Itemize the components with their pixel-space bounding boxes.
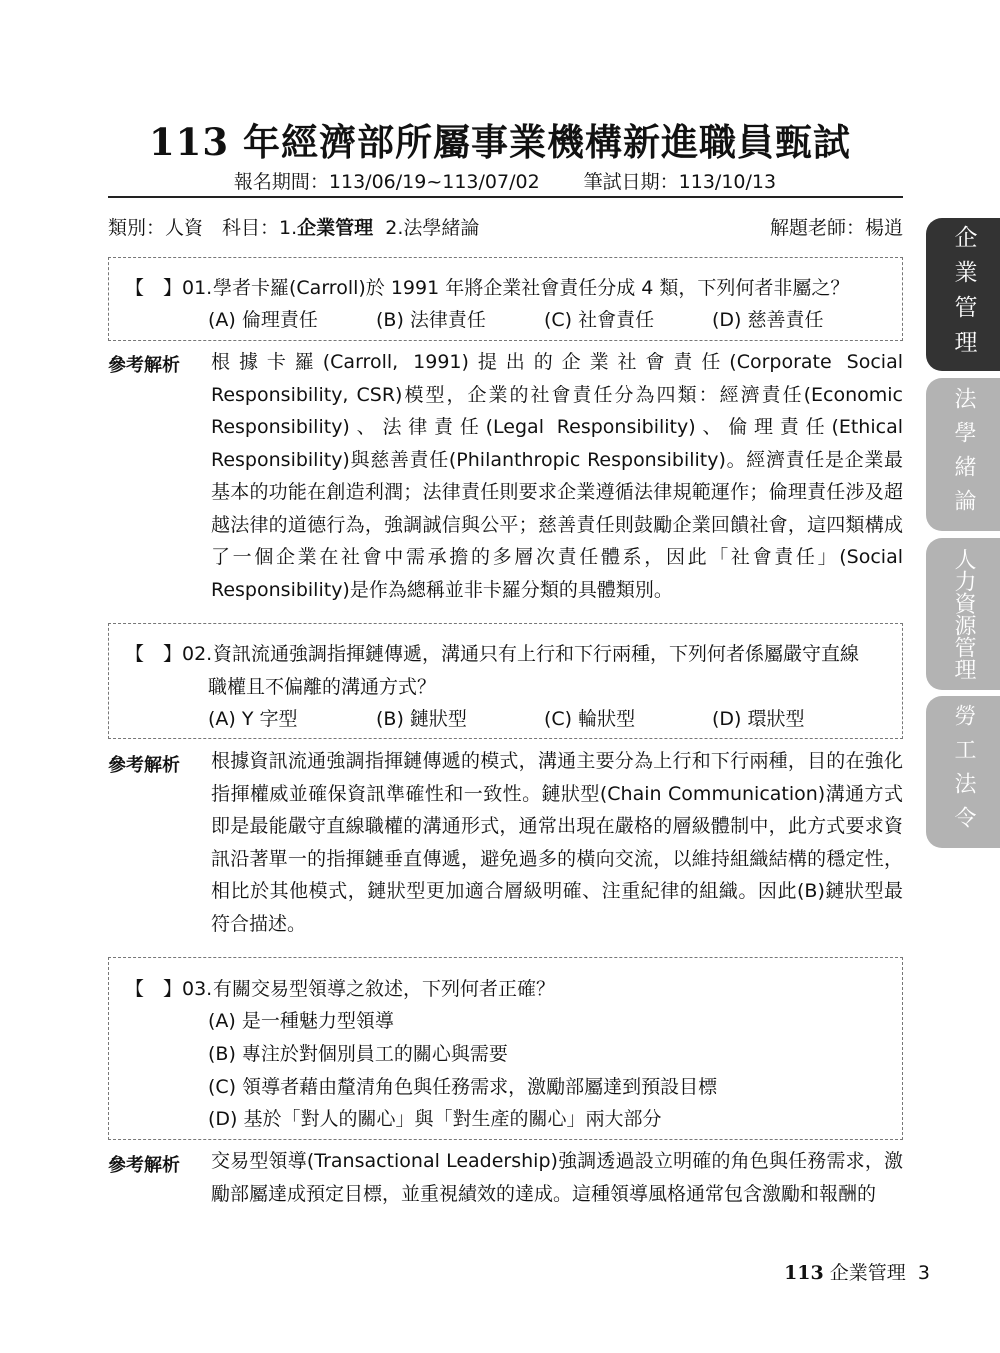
option-c: (C) 社會責任 [544,309,655,331]
tab-law-intro[interactable] [926,378,1000,531]
teacher: 解題老師：楊逍 [769,217,903,239]
tab-label: 人力資源管理 [951,548,976,680]
answer-label-3: 參考解析 [108,1155,180,1176]
question-number: 【 】03. [125,978,213,1000]
answer-text-1: 根據卡羅(Carroll, 1991)提出的企業社會責任(Corporate Social Responsibility, CSR)模型，企業的社會責任分為四類：經濟責任(Economic Responsibility)、法律責任(Legal Responsibility)、倫理責任(Ethical Responsibility)與慈善責任(Philanthropic Responsibility)。經濟責任是企業最基本的功能在創造利潤；法律責任則要求企業遵循法律規範運作；倫理責任涉及超越法律的道德行為，強調誠信與公平；慈善責任則鼓勵企業回饋社會，這四類構成了一個企業在社會中需承擔的多層次責任體系，因此「社會責任」(Social Responsibility)是作為總稱並非卡羅分類的具體類別。 [211,351,903,601]
option-d: (D) 慈善責任 [712,309,824,331]
page-footer [784,1258,930,1285]
question-text-cont: 職權且不偏離的溝通方式？ [208,676,437,698]
exam-date: 筆試日期：113/10/13 [583,171,777,193]
question-text: 有關交易型領導之敘述，下列何者正確？ [213,978,556,1000]
option-d: (D) 基於「對人的關心」與「對生產的關心」兩大部分 [208,1108,662,1130]
tab-label: 法學緒論 [951,386,976,523]
page-number: 3 [917,1262,930,1284]
options-1 [208,305,880,332]
question-3 [125,974,555,1001]
option-b: (B) 鏈狀型 [376,708,467,730]
question-text: 資訊流通強調指揮鏈傳遞，溝通只有上行和下行兩種，下列何者係屬嚴守直線 [213,643,860,665]
tab-labor-law[interactable] [926,696,1000,848]
category-subjects [108,213,479,240]
tab-human-resources[interactable] [926,538,1000,690]
option-a: (A) 倫理責任 [208,309,318,331]
question-box-1 [108,257,903,341]
option-a: (A) 是一種魅力型領導 [208,1010,394,1032]
exam-info [0,167,1000,194]
footer-subject: 企業管理 [829,1262,906,1284]
title-divider [108,196,903,198]
answer-label-1: 參考解析 [108,355,180,376]
question-number: 【 】01. [125,277,213,299]
question-text: 學者卡羅(Carroll)於 1991 年將企業社會責任分成 4 類，下列何者非屬之？ [213,277,850,299]
tab-label: 勞工法令 [951,704,976,840]
question-box-2 [108,623,903,739]
exam-meta [108,213,903,240]
tab-label: 企業管理 [950,224,977,365]
tab-business-management[interactable] [926,218,1000,371]
option-b: (B) 法律責任 [376,309,486,331]
question-1 [125,273,849,300]
option-c: (C) 輪狀型 [544,708,636,730]
category-label: 類別：人資 科目：1. [108,217,298,239]
question-box-3 [108,957,903,1140]
page-title: 113 年經濟部所屬事業機構新進職員甄試 [148,120,852,164]
question-number: 【 】02. [125,643,213,665]
footer-year: 113 [784,1262,824,1284]
answer-text-3: 交易型領導(Transactional Leadership)強調透過設立明確的角色與任務需求，激勵部屬達成預定目標，並重視績效的達成。這種領導風格通常包含激勵和報酬的 [211,1150,903,1205]
option-b: (B) 專注於對個別員工的關心與需要 [208,1043,508,1065]
option-a: (A) Y 字型 [208,708,298,730]
question-2 [125,639,859,666]
registration-period: 報名期間：113/06/19~113/07/02 [233,171,540,193]
answer-text-2: 根據資訊流通強調指揮鏈傳遞的模式，溝通主要分為上行和下行兩種，目的在強化指揮權威並確保資訊準確性和一致性。鏈狀型(Chain Communication)溝通方式即是最能嚴守直線職權的溝通形式，通常出現在嚴格的層級體制中，此方式要求資訊沿著單一的指揮鏈垂直傳遞，避免過多的橫向交流，以維持組織結構的穩定性，相比於其他模式，鏈狀型更加適合層級明確、注重紀律的組織。因此(B)鏈狀型最符合描述。 [211,750,903,935]
option-c: (C) 領導者藉由釐清角色與任務需求，激勵部屬達到預設目標 [208,1076,718,1098]
subject-2: 2.法學緒論 [385,217,480,239]
answer-label-2: 參考解析 [108,755,180,776]
option-d: (D) 環狀型 [712,708,805,730]
options-2 [208,704,880,731]
subject-1: 企業管理 [297,217,374,239]
